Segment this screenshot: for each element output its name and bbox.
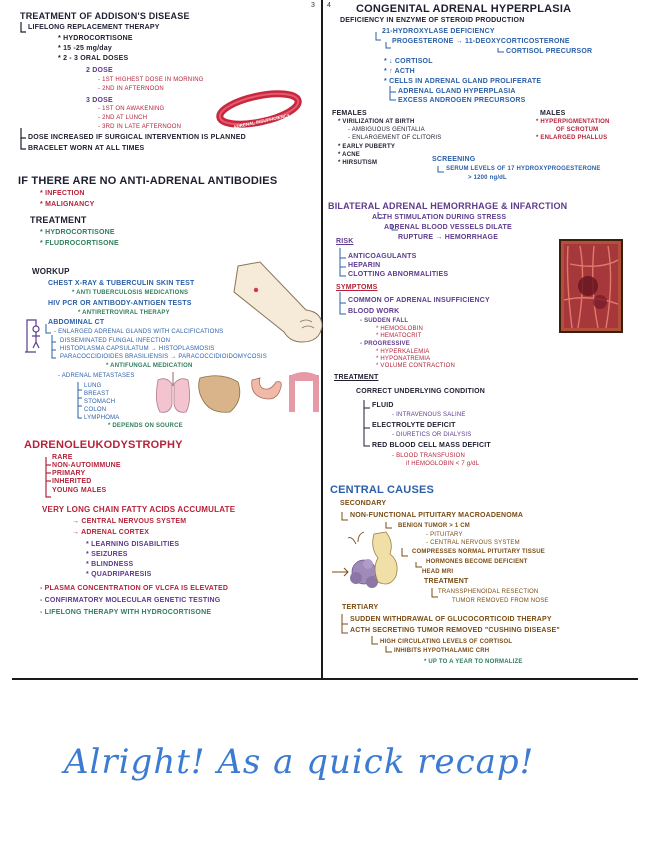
metastasis-breast: BREAST bbox=[84, 391, 110, 397]
ald-quadriparesis: * QUADRIPARESIS bbox=[86, 571, 152, 578]
central-secondary: SECONDARY bbox=[340, 500, 387, 507]
central-hormones: HORMONES BECOME DEFICIENT bbox=[426, 559, 528, 565]
workup-ct-histoplasma: HISTOPLASMA CAPSULATUM → HISTOPLASMOSIS bbox=[60, 346, 215, 352]
addison-therapy: LIFELONG REPLACEMENT THERAPY bbox=[28, 24, 160, 31]
tertiary-acth-tumor: ACTH SECRETING TUMOR REMOVED "CUSHING DISEASE" bbox=[350, 627, 560, 634]
bilateral-acth: ACTH STIMULATION DURING STRESS bbox=[372, 214, 507, 221]
males-scrotum: OF SCROTUM bbox=[556, 127, 599, 133]
symptoms-hyponatremia: * HYPONATREMIA bbox=[376, 356, 431, 362]
cah-title: CONGENITAL ADRENAL HYPERPLASIA bbox=[356, 3, 572, 15]
treatment-electrolyte: ELECTROLYTE DEFICIT bbox=[372, 422, 456, 429]
central-tertiary: TERTIARY bbox=[342, 604, 379, 611]
no-antibodies-infection: * INFECTION bbox=[40, 190, 85, 197]
central-cns: - CENTRAL NERVOUS SYSTEM bbox=[426, 540, 520, 546]
page-number-right: 4 bbox=[327, 2, 331, 9]
addison-divided: * 2 - 3 ORAL DOSES bbox=[58, 55, 129, 62]
lungs-icon bbox=[156, 372, 189, 412]
cah-subtitle: DEFICIENCY IN ENZYME OF STEROID PRODUCTION bbox=[340, 17, 525, 24]
treatment-diuretics: - DIURETICS OR DIALYSIS bbox=[392, 432, 472, 438]
workup-ct-paracoccidioides: PARACOCCIDIOIDES BRASILIENSIS → PARACOCCIDIOIDOMYCOSIS bbox=[60, 354, 267, 360]
treatment-saline: - INTRAVENOUS SALINE bbox=[392, 412, 466, 418]
risk-clotting: CLOTTING ABNORMALITIES bbox=[348, 271, 449, 278]
ald-learning: * LEARNING DISABILITIES bbox=[86, 541, 180, 548]
cah-hyperplasia: ADRENAL GLAND HYPERPLASIA bbox=[398, 88, 516, 95]
metastasis-colon: COLON bbox=[84, 407, 107, 413]
three-dose-second: - 2ND AT LUNCH bbox=[98, 115, 148, 121]
cah-males: MALES bbox=[540, 110, 566, 117]
risk-heparin: HEPARIN bbox=[348, 262, 381, 269]
central-nose: TUMOR REMOVED FROM NOSE bbox=[452, 598, 549, 604]
screening-threshold: > 1200 ng/dL bbox=[468, 175, 507, 181]
tertiary-inhibits: INHIBITS HYPOTHALAMIC CRH bbox=[394, 648, 490, 654]
workup-hiv: HIV PCR OR ANTIBODY-ANTIGEN TESTS bbox=[48, 300, 192, 307]
central-compresses: COMPRESSES NORMAL PITUITARY TISSUE bbox=[412, 549, 545, 555]
stomach-icon bbox=[252, 378, 282, 399]
cah-enzyme: 21-HYDROXYLASE DEFICIENCY bbox=[382, 28, 495, 35]
ald-non-autoimmune: NON-AUTOIMMUNE bbox=[52, 462, 121, 469]
ald-seizures: * SEIZURES bbox=[86, 551, 128, 558]
treatment-hydrocortisone: * HYDROCORTISONE bbox=[40, 229, 115, 236]
symptoms-hyperkalemia: * HYPERKALEMIA bbox=[376, 349, 430, 355]
workup-xray-sub: * ANTI TUBERCULOSIS MEDICATIONS bbox=[72, 290, 189, 296]
ald-genetic: - CONFIRMATORY MOLECULAR GENETIC TESTING bbox=[40, 597, 221, 604]
central-title: CENTRAL CAUSES bbox=[330, 484, 435, 496]
risk-anticoagulants: ANTICOAGULANTS bbox=[348, 253, 417, 260]
adrenal-hemorrhage-illustration bbox=[560, 240, 622, 332]
bilateral-treatment: TREATMENT bbox=[334, 374, 379, 381]
workup-title: WORKUP bbox=[32, 267, 70, 276]
addison-bracelet: BRACELET WORN AT ALL TIMES bbox=[28, 145, 145, 152]
arm-skin-test-illustration bbox=[234, 262, 326, 346]
females-clitoris: - ENLARGEMENT OF CLITORIS bbox=[348, 135, 442, 141]
central-pituitary: - PITUITARY bbox=[426, 532, 463, 538]
two-dose-label: 2 DOSE bbox=[86, 67, 113, 74]
females-hirsutism: * HIRSUTISM bbox=[338, 160, 378, 166]
workup-xray: CHEST X-RAY & TUBERCULIN SKIN TEST bbox=[48, 280, 195, 287]
metastasis-lymphoma: LYMPHOMA bbox=[84, 415, 120, 421]
workup-hiv-sub: * ANTIRETROVIRAL THERAPY bbox=[78, 310, 170, 316]
central-benign: BENIGN TUMOR > 1 CM bbox=[398, 523, 470, 529]
workup-antifungal: * ANTIFUNGAL MEDICATION bbox=[106, 363, 193, 369]
symptoms-hemoglobin: * HEMOGLOBIN bbox=[376, 326, 424, 332]
symptoms-bloodwork: BLOOD WORK bbox=[348, 308, 400, 315]
breast-tissue-icon bbox=[199, 376, 240, 413]
symptoms-progressive: - PROGRESSIVE bbox=[360, 341, 410, 347]
cah-screening: SCREENING bbox=[432, 156, 476, 163]
left-column bbox=[18, 0, 318, 680]
ald-blindness: * BLINDNESS bbox=[86, 561, 134, 568]
addison-surgical: DOSE INCREASED IF SURGICAL INTERVENTION IS PLANNED bbox=[28, 134, 246, 141]
right-column bbox=[328, 0, 638, 680]
workup-ct-fungal: DISSEMINATED FUNGAL INFECTION bbox=[60, 338, 171, 344]
workup-depends: * DEPENDS ON SOURCE bbox=[108, 423, 183, 429]
hangman-icon bbox=[24, 318, 42, 354]
ald-plasma: - PLASMA CONCENTRATION OF VLCFA IS ELEVATED bbox=[40, 585, 229, 592]
treatment-transfusion: - BLOOD TRANSFUSION bbox=[392, 453, 466, 459]
metastasis-stomach: STOMACH bbox=[84, 399, 116, 405]
tertiary-normalize: * UP TO A YEAR TO NORMALIZE bbox=[424, 659, 523, 665]
symptoms-common: COMMON OF ADRENAL INSUFFICIENCY bbox=[348, 297, 490, 304]
addison-hydrocortisone: * HYDROCORTISONE bbox=[58, 35, 133, 42]
central-mri: HEAD MRI bbox=[422, 569, 454, 575]
males-phallus: * ENLARGED PHALLUS bbox=[536, 135, 608, 141]
handwritten-caption: Alright! As a quick recap! bbox=[64, 742, 535, 782]
tertiary-high-cortisol: HIGH CIRCULATING LEVELS OF CORTISOL bbox=[380, 639, 513, 645]
pituitary-tumor-illustration bbox=[330, 528, 426, 598]
ald-inherited: INHERITED bbox=[52, 478, 92, 485]
ald-young-males: YOUNG MALES bbox=[52, 487, 107, 494]
cah-acth: * ↑ ACTH bbox=[384, 68, 415, 75]
workup-ct-calcifications: - ENLARGED ADRENAL GLANDS WITH CALCIFICATIONS bbox=[54, 329, 224, 335]
two-dose-second: - 2ND IN AFTERNOON bbox=[98, 86, 164, 92]
females-puberty: * EARLY PUBERTY bbox=[338, 144, 396, 150]
three-dose-third: - 3RD IN LATE AFTERNOON bbox=[98, 124, 182, 130]
central-treatment: TREATMENT bbox=[424, 578, 469, 585]
three-dose-label: 3 DOSE bbox=[86, 97, 113, 104]
page-number-left: 3 bbox=[311, 2, 315, 9]
ald-title: ADRENOLEUKODYSTROPHY bbox=[24, 439, 183, 451]
workup-ct: ABDOMINAL CT bbox=[48, 319, 105, 326]
cah-females: FEMALES bbox=[332, 110, 367, 117]
ald-cns: → CENTRAL NERVOUS SYSTEM bbox=[72, 518, 187, 525]
ald-rare: RARE bbox=[52, 454, 73, 461]
cah-androgen: EXCESS ANDROGEN PRECURSORS bbox=[398, 97, 526, 104]
bilateral-symptoms: SYMPTOMS bbox=[336, 284, 378, 291]
no-antibodies-malignancy: * MALIGNANCY bbox=[40, 201, 95, 208]
addison-dose: * 15 -25 mg/day bbox=[58, 45, 112, 52]
organs-illustration bbox=[152, 372, 322, 416]
cah-precursor: CORTISOL PRECURSOR bbox=[506, 48, 593, 55]
treatment-fludrocortisone: * FLUDROCORTISONE bbox=[40, 240, 119, 247]
treatment-rbc: RED BLOOD CELL MASS DEFICIT bbox=[372, 442, 491, 449]
ald-cortex: → ADRENAL CORTEX bbox=[72, 529, 150, 536]
medical-bracelet-illustration bbox=[214, 86, 304, 132]
ald-vlcfa: VERY LONG CHAIN FATTY ACIDS ACCUMULATE bbox=[42, 505, 236, 514]
bracelet-text: ADRENAL INSUFFICIENCY bbox=[232, 112, 291, 130]
bilateral-dilate: ADRENAL BLOOD VESSELS DILATE bbox=[384, 224, 512, 231]
cah-cells: * CELLS IN ADRENAL GLAND PROLIFERATE bbox=[384, 78, 542, 85]
females-virilization: * VIRILIZATION AT BIRTH bbox=[338, 119, 415, 125]
colon-icon bbox=[292, 375, 316, 412]
addison-title: TREATMENT OF ADDISON'S DISEASE bbox=[20, 11, 190, 21]
metastasis-lung: LUNG bbox=[84, 383, 102, 389]
two-dose-first: - 1ST HIGHEST DOSE IN MORNING bbox=[98, 77, 204, 83]
cah-pathway: PROGESTERONE → 11-DEOXYCORTICOSTERONE bbox=[392, 38, 570, 45]
treatment-hemoglobin-threshold: if HEMOGLOBIN < 7 g/dL bbox=[406, 461, 480, 467]
screening-serum: SERUM LEVELS OF 17 HYDROXYPROGESTERONE bbox=[446, 166, 601, 172]
symptoms-volume: * VOLUME CONTRACTION bbox=[376, 363, 456, 369]
ald-lifelong: - LIFELONG THERAPY WITH HYDROCORTISONE bbox=[40, 609, 212, 616]
ald-primary: PRIMARY bbox=[52, 470, 86, 477]
symptoms-hematocrit: * HEMATOCRIT bbox=[376, 333, 422, 339]
central-nf-macroadenoma: NON-FUNCTIONAL PITUITARY MACROADENOMA bbox=[350, 512, 524, 519]
females-acne: * ACNE bbox=[338, 152, 360, 158]
three-dose-first: - 1ST ON AWAKENING bbox=[98, 106, 165, 112]
bilateral-title: BILATERAL ADRENAL HEMORRHAGE & INFARCTION bbox=[328, 201, 568, 211]
bilateral-risk: RISK bbox=[336, 238, 354, 245]
workup-metastases: - ADRENAL METASTASES bbox=[58, 373, 135, 379]
tertiary-withdrawal: SUDDEN WITHDRAWAL OF GLUCOCORTICOID THERAPY bbox=[350, 616, 552, 623]
central-resection: TRANSSPHENOIDAL RESECTION bbox=[438, 589, 539, 595]
males-hyperpigmentation: * HYPERPIGMENTATION bbox=[536, 119, 610, 125]
treatment-fluid: FLUID bbox=[372, 402, 394, 409]
females-ambiguous: - AMBIGUOUS GENITALIA bbox=[348, 127, 425, 133]
no-antibodies-title: IF THERE ARE NO ANTI-ADRENAL ANTIBODIES bbox=[18, 175, 278, 187]
bilateral-rupture: RUPTURE → HEMORRHAGE bbox=[398, 234, 499, 241]
treatment-correct: CORRECT UNDERLYING CONDITION bbox=[356, 388, 486, 395]
symptoms-sudden-fall: - SUDDEN FALL bbox=[360, 318, 409, 324]
cah-cortisol: * ↓ CORTISOL bbox=[384, 58, 433, 65]
no-antibodies-treatment: TREATMENT bbox=[30, 215, 87, 225]
